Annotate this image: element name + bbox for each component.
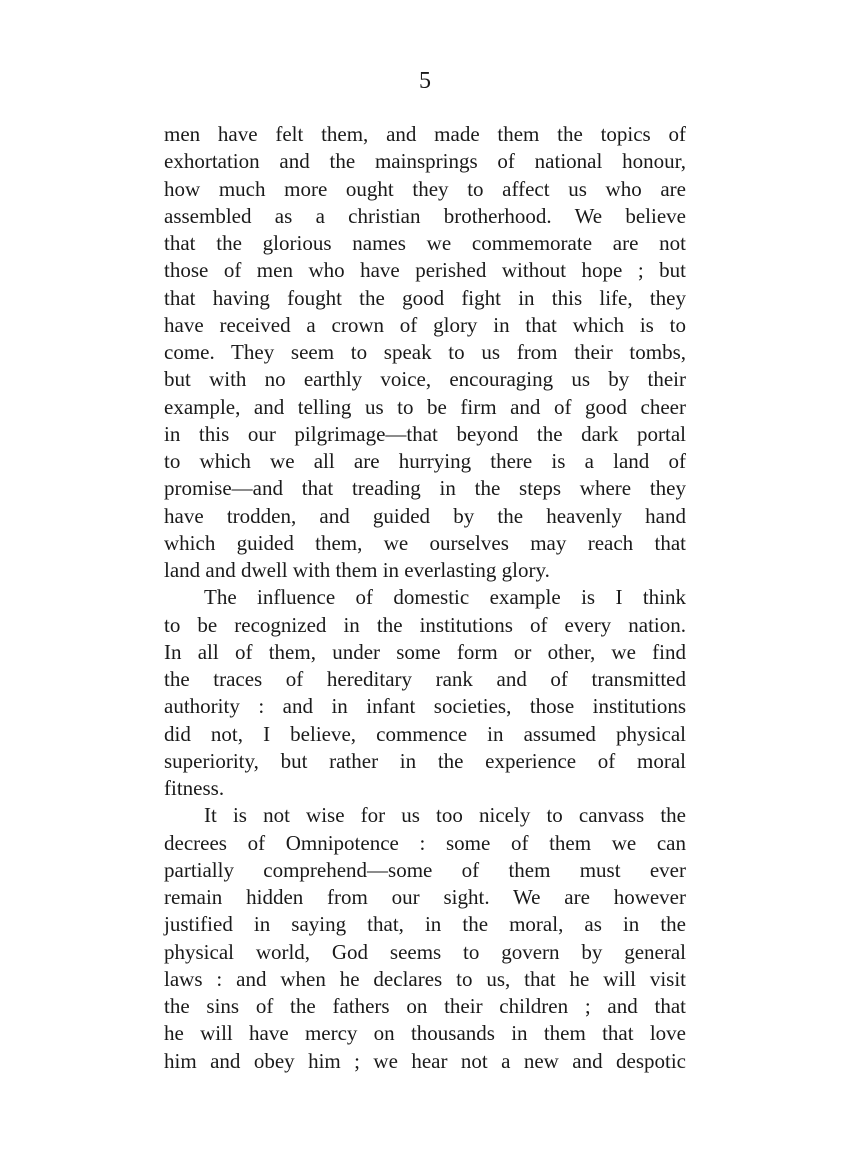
text-line: promise—and that treading in the steps where they — [164, 476, 686, 501]
text-line: him and obey him ; we hear not a new and despotic — [164, 1048, 686, 1073]
text-line: in this our pilgrimage—that beyond the dark portal — [164, 421, 686, 446]
text-line: partially comprehend—some of them must ever — [164, 857, 686, 882]
text-line: have trodden, and guided by the heavenly hand — [164, 503, 686, 528]
text-line: which guided them, we ourselves may reach that — [164, 530, 686, 555]
text-line: have received a crown of glory in that which is to — [164, 312, 686, 337]
text-line: but with no earthly voice, encouraging us by their — [164, 367, 686, 392]
text-line: example, and telling us to be firm and of good cheer — [164, 394, 686, 419]
paragraph-first-line: The influence of domestic example is I think — [204, 585, 686, 610]
text-line: to which we all are hurrying there is a land of — [164, 449, 686, 473]
text-line: superiority, but rather in the experience of moral — [164, 748, 686, 773]
paragraph-last-line: land and dwell with them in everlasting glory. — [164, 558, 550, 582]
paragraph-first-line: It is not wise for us too nicely to canvass the — [204, 803, 686, 828]
paragraph-last-line: fitness. — [164, 776, 225, 800]
text-line: justified in saying that, in the moral, as in the — [164, 912, 686, 937]
text-line: the traces of hereditary rank and of transmitted — [164, 667, 686, 691]
text-line: the sins of the fathers on their children ; and that — [164, 994, 686, 1018]
text-line: exhortation and the mainsprings of national honour, — [164, 149, 686, 174]
text-line: men have felt them, and made them the topics of — [164, 122, 686, 146]
text-line: that the glorious names we commemorate are not — [164, 231, 686, 255]
text-line: those of men who have perished without hope ; but — [164, 258, 686, 283]
text-line: remain hidden from our sight. We are however — [164, 885, 686, 909]
text-line: come. They seem to speak to us from their tombs, — [164, 340, 686, 364]
text-line: that having fought the good fight in this life, they — [164, 285, 686, 310]
text-line: physical world, God seems to govern by general — [164, 939, 686, 964]
text-line: assembled as a christian brotherhood. We believe — [164, 203, 686, 228]
page-number: 5 — [419, 68, 431, 94]
text-line: did not, I believe, commence in assumed physical — [164, 721, 686, 746]
text-line: decrees of Omnipotence : some of them we can — [164, 830, 686, 855]
text-line: In all of them, under some form or other, we find — [164, 639, 686, 664]
text-line: he will have mercy on thousands in them that love — [164, 1021, 686, 1046]
text-line: how much more ought they to affect us who are — [164, 176, 686, 201]
text-line: to be recognized in the institutions of every nation. — [164, 612, 686, 637]
body-text — [164, 121, 686, 1075]
text-line: authority : and in infant societies, those institutions — [164, 694, 686, 719]
text-line: laws : and when he declares to us, that he will visit — [164, 966, 686, 991]
